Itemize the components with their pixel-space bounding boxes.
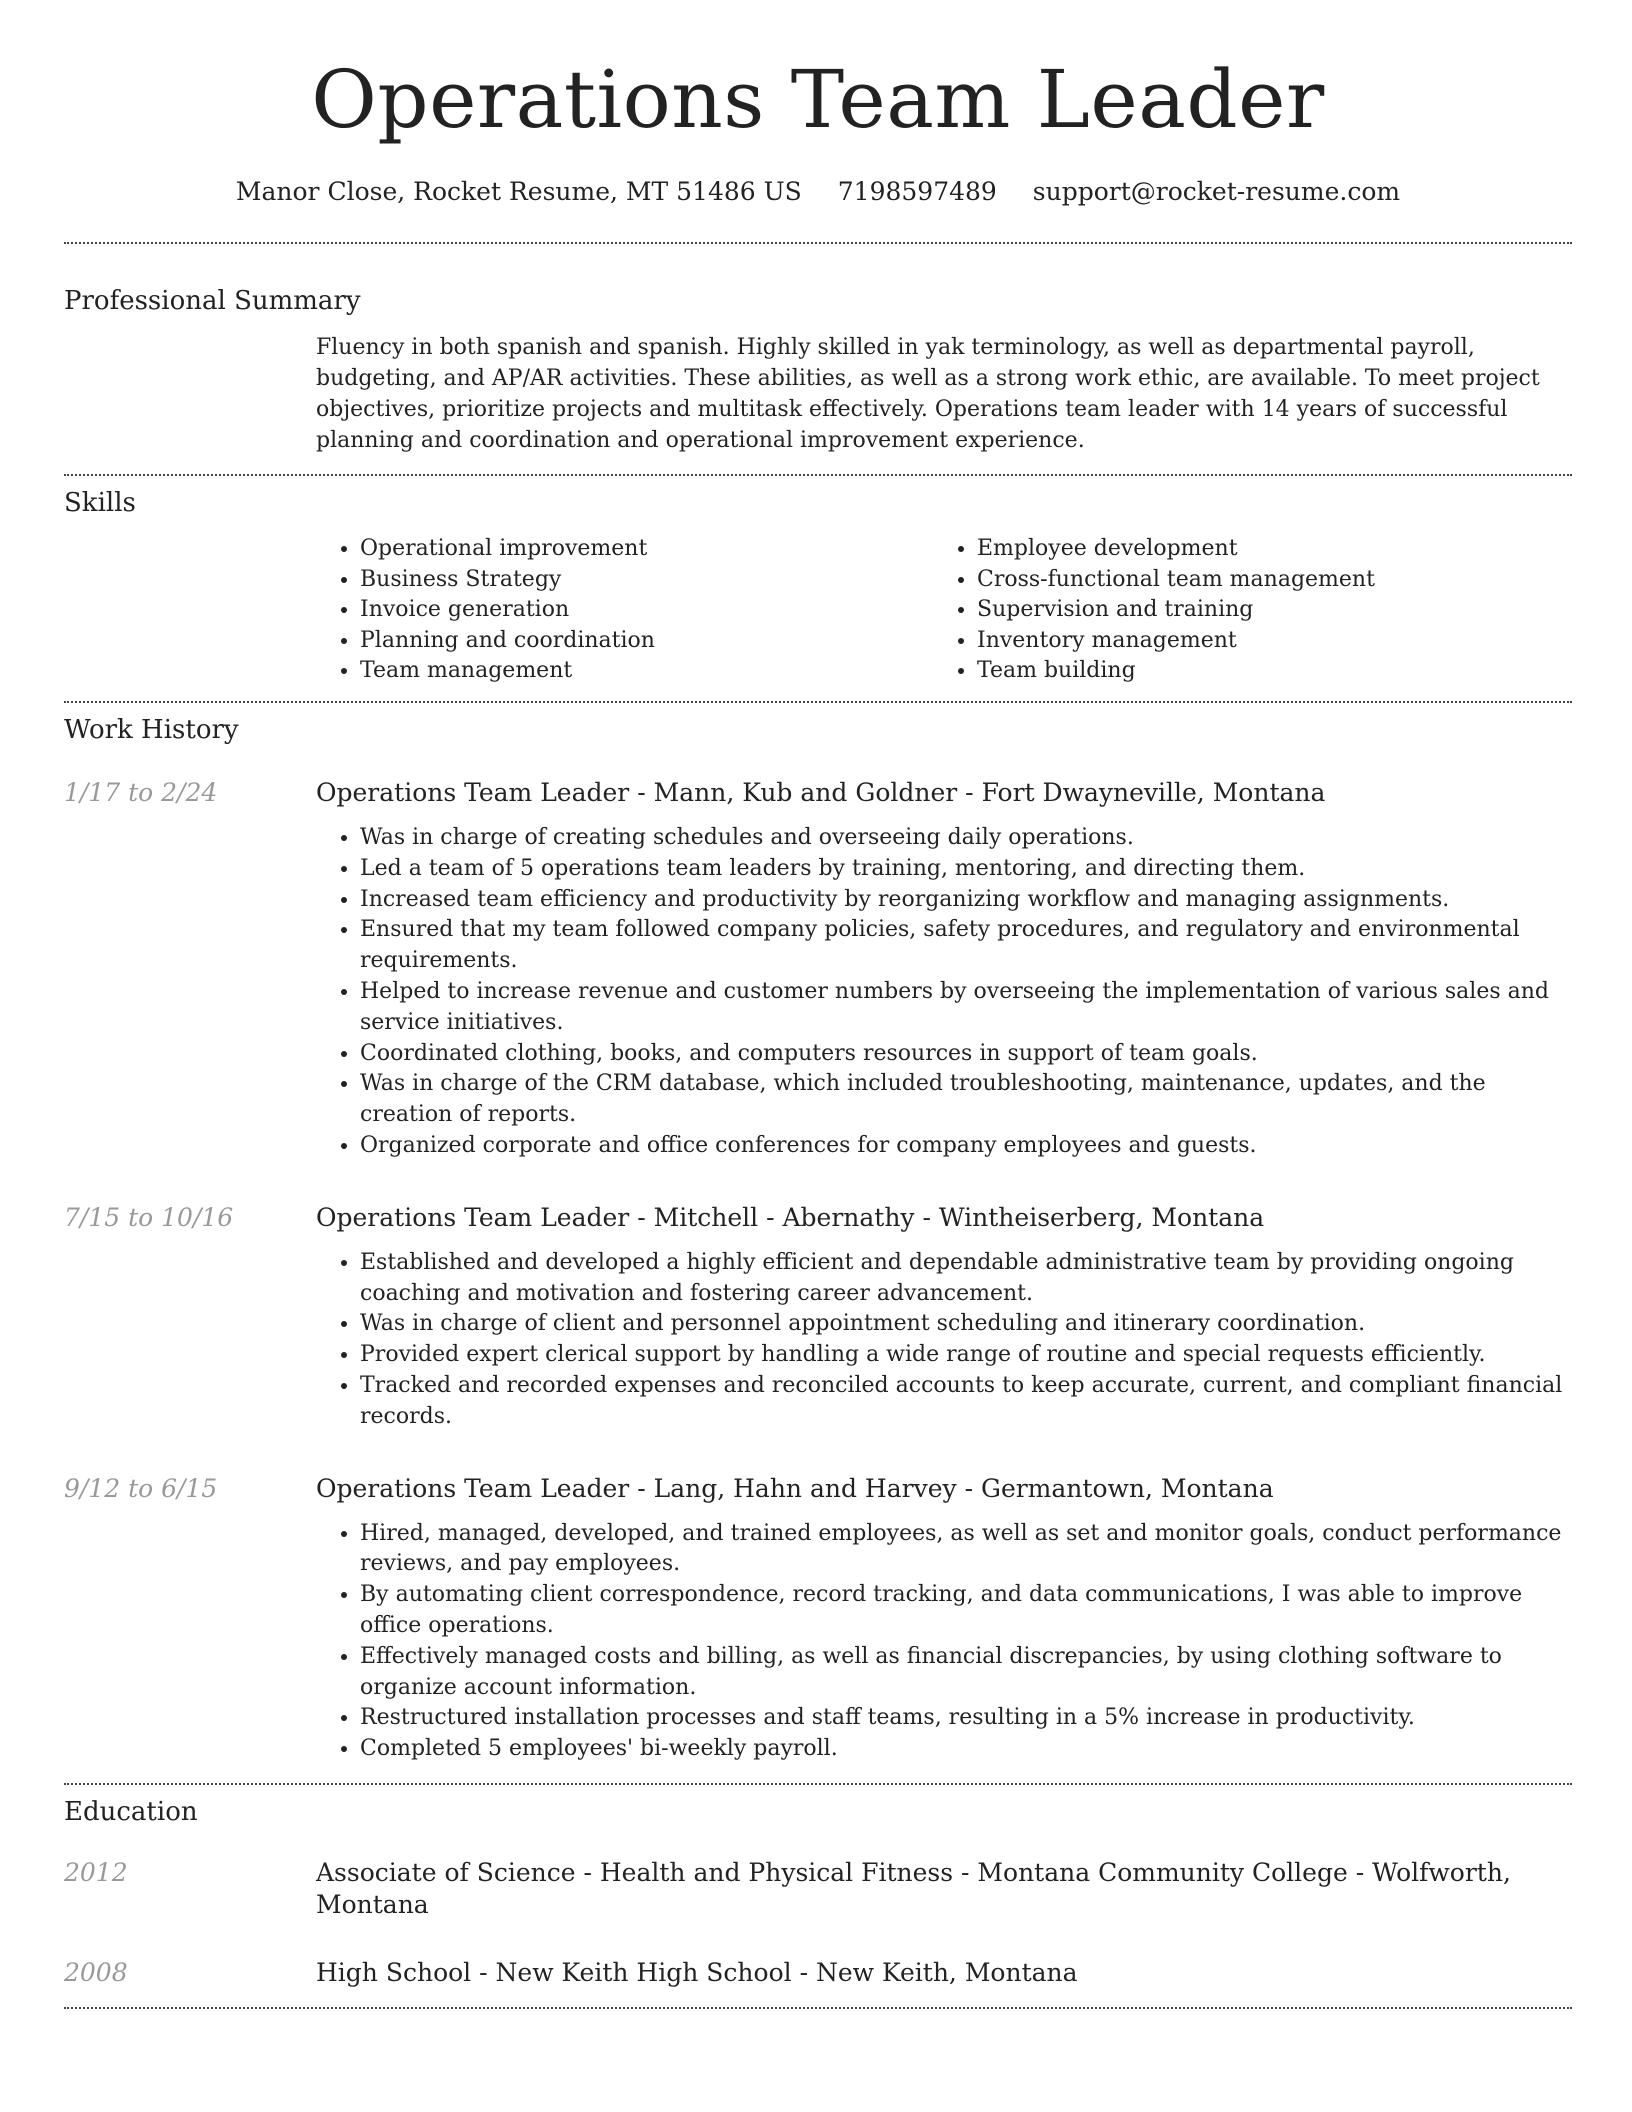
job-body — [316, 777, 1572, 1162]
job-bullet: • Provided expert clerical support by handling a wide range of routine and special requests efficiently. — [360, 1340, 1572, 1371]
skills-list-right — [933, 534, 1550, 687]
job-bullet: • Increased team efficiency and productivity by reorganizing workflow and managing assignments. — [360, 885, 1572, 916]
education-school: New Keith High School — [495, 1957, 792, 1987]
job-bullet: • By automating client correspondence, record tracking, and data communications, I was able to improve office operations. — [360, 1580, 1572, 1642]
education-location: New Keith, Montana — [815, 1957, 1078, 1987]
job-location: Germantown, Montana — [980, 1473, 1274, 1503]
separator: - — [957, 777, 982, 807]
skills-list-left — [316, 534, 933, 687]
job-company: Lang, Hahn and Harvey — [653, 1473, 957, 1503]
job-bullet: • Tracked and recorded expenses and reconciled accounts to keep accurate, current, and compliant financial records. — [360, 1371, 1572, 1433]
job-location: Wintheiserberg, Montana — [938, 1202, 1265, 1232]
separator: - — [629, 1473, 654, 1503]
skill-item: • Cross-functional team management — [977, 565, 1550, 596]
job-bullet: • Led a team of 5 operations team leaders by training, mentoring, and directing them. — [360, 854, 1572, 885]
job-body — [316, 1202, 1572, 1433]
separator: - — [956, 1473, 981, 1503]
job-dates: 9/12 to 6/15 — [64, 1473, 218, 1503]
job-dates: 1/17 to 2/24 — [64, 777, 218, 807]
education-school: Montana Community College — [977, 1857, 1348, 1887]
candidate-name: Operations Team Leader — [311, 53, 1325, 146]
job-bullet: • Was in charge of creating schedules and overseeing daily operations. — [360, 823, 1572, 854]
job-bullet: • Helped to increase revenue and customer numbers by overseeing the implementation of various sales and service initiatives. — [360, 977, 1572, 1039]
job-bullet: • Established and developed a highly efficient and dependable administrative team by providing ongoing coaching and motivation and fostering career advancement. — [360, 1248, 1572, 1310]
work-history-section — [64, 703, 1572, 1765]
education-entry — [64, 1857, 1572, 1921]
job-bullet: • Was in charge of the CRM database, which included troubleshooting, maintenance, updates, and the creation of reports. — [360, 1069, 1572, 1131]
skill-item: • Business Strategy — [360, 565, 933, 596]
job-heading — [316, 777, 1572, 809]
education-degree: High School — [316, 1957, 472, 1987]
summary-section — [64, 244, 1572, 456]
skill-item: • Invoice generation — [360, 595, 933, 626]
skill-item: • Employee development — [977, 534, 1550, 565]
job-bullet: • Hired, managed, developed, and trained employees, as well as set and monitor goals, conduct performance reviews, and pay employees. — [360, 1519, 1572, 1581]
job-bullets — [316, 823, 1572, 1162]
job-bullet: • Was in charge of client and personnel appointment scheduling and itinerary coordination. — [360, 1309, 1572, 1340]
job-dates: 7/15 to 10/16 — [64, 1202, 234, 1232]
job-title: Operations Team Leader — [316, 1202, 630, 1232]
skill-item: • Supervision and training — [977, 595, 1550, 626]
contact-phone: 7198597489 — [837, 177, 997, 206]
job-bullet: • Restructured installation processes and staff teams, resulting in a 5% increase in productivity. — [360, 1703, 1572, 1734]
skills-grid — [316, 534, 1572, 687]
education-heading-line — [316, 1957, 1078, 1989]
separator: - — [629, 1202, 654, 1232]
summary-text: Fluency in both spanish and spanish. Highly skilled in yak terminology, as well as departmental payroll, budgeting, and AP/AR activities. These abilities, as well as a strong work ethic, are available. To meet project objectives, prioritize projects and multitask effectively. Operations team leader with 14 years of successful planning and coordination and operational improvement experience. — [316, 335, 1540, 453]
education-list — [64, 1857, 1572, 1989]
job-bullet: • Completed 5 employees' bi-weekly payroll. — [360, 1734, 1572, 1765]
separator: - — [1347, 1857, 1373, 1887]
job-heading — [316, 1473, 1572, 1505]
job-title: Operations Team Leader — [316, 777, 630, 807]
contact-address: Manor Close, Rocket Resume, MT 51486 US — [235, 177, 802, 206]
job-entry — [64, 1202, 1572, 1433]
education-section — [64, 1785, 1572, 1989]
education-year: 2012 — [64, 1857, 128, 1887]
job-bullets — [316, 1248, 1572, 1433]
job-bullet: • Ensured that my team followed company policies, safety procedures, and regulatory and environmental requirements. — [360, 915, 1572, 977]
education-entry — [64, 1957, 1572, 1989]
education-degree: Associate of Science - Health and Physical Fitness — [316, 1857, 954, 1887]
job-bullet: • Organized corporate and office conferences for company employees and guests. — [360, 1131, 1572, 1162]
education-location: Wolfworth, Montana — [316, 1857, 1511, 1919]
skill-item: • Team building — [977, 656, 1550, 687]
job-company: Mitchell - Abernathy — [653, 1202, 915, 1232]
separator: - — [953, 1857, 978, 1887]
resume-page — [64, 0, 1572, 2009]
job-entry — [64, 1473, 1572, 1765]
job-location: Fort Dwayneville, Montana — [981, 777, 1326, 807]
contact-email: support@rocket-resume.com — [1032, 177, 1401, 206]
job-bullets — [316, 1519, 1572, 1765]
education-heading: Education — [64, 1796, 198, 1827]
separator: - — [629, 777, 654, 807]
education-year: 2008 — [64, 1957, 128, 1987]
skill-item: • Team management — [360, 656, 933, 687]
job-list — [64, 777, 1572, 1765]
skills-heading: Skills — [64, 488, 136, 518]
job-body — [316, 1473, 1572, 1765]
skill-item: • Inventory management — [977, 626, 1550, 657]
separator: - — [791, 1957, 816, 1987]
skills-section — [64, 476, 1572, 687]
skill-item: • Operational improvement — [360, 534, 933, 565]
job-title: Operations Team Leader — [316, 1473, 630, 1503]
separator: - — [471, 1957, 496, 1987]
skill-item: • Planning and coordination — [360, 626, 933, 657]
education-heading-line — [316, 1857, 1572, 1921]
section-divider — [64, 2007, 1572, 2009]
job-bullet: • Effectively managed costs and billing, as well as financial discrepancies, by using clothing software to organize account information. — [360, 1642, 1572, 1704]
contact-line — [64, 176, 1572, 208]
job-heading — [316, 1202, 1572, 1234]
job-company: Mann, Kub and Goldner — [653, 777, 958, 807]
work-history-heading: Work History — [64, 714, 239, 745]
separator: - — [914, 1202, 939, 1232]
job-bullet: • Coordinated clothing, books, and computers resources in support of team goals. — [360, 1039, 1572, 1070]
summary-heading: Professional Summary — [64, 286, 361, 316]
job-entry — [64, 777, 1572, 1162]
